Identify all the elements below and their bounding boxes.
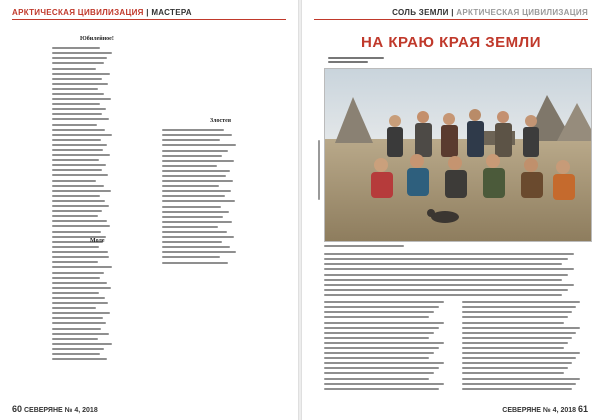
text-line <box>462 336 590 341</box>
left-header-section: АРКТИЧЕСКАЯ ЦИВИЛИЗАЦИЯ <box>12 8 144 17</box>
article-column-1 <box>324 300 452 392</box>
article-lead <box>324 252 590 298</box>
right-page <box>302 0 600 420</box>
text-line <box>324 382 452 387</box>
right-page-number: 61 <box>577 404 588 414</box>
left-running-header <box>12 8 192 17</box>
right-running-header <box>392 8 588 17</box>
poem-text-1 <box>52 46 152 255</box>
poem-title-1: Юбилейное! <box>80 36 114 42</box>
article-column-2 <box>462 300 590 392</box>
text-line <box>324 325 452 330</box>
left-header-rubric: МАСТЕРА <box>151 8 192 17</box>
text-line <box>52 357 152 362</box>
text-line <box>462 325 590 330</box>
right-header-section: СОЛЬ ЗЕМЛИ <box>392 8 449 17</box>
article-title: НА КРАЮ КРАЯ ЗЕМЛИ <box>361 34 541 51</box>
left-page <box>0 0 298 420</box>
text-line <box>462 376 590 381</box>
text-line <box>324 277 590 282</box>
left-footer <box>12 404 98 414</box>
right-header-rubric: АРКТИЧЕСКАЯ ЦИВИЛИЗАЦИЯ <box>456 8 588 17</box>
left-header-rule <box>12 19 286 20</box>
text-line <box>462 382 590 387</box>
poem-title-3: Моле <box>90 238 105 244</box>
text-line <box>162 260 272 265</box>
left-magazine-name: СЕВЕРЯНЕ № 4, 2018 <box>23 407 98 414</box>
article-byline <box>328 55 384 63</box>
article-photo <box>324 68 592 242</box>
photo-caption <box>324 243 406 248</box>
right-footer <box>502 404 588 414</box>
text-line <box>462 331 590 336</box>
tundra-group-photo <box>325 69 591 241</box>
text-line <box>462 387 590 392</box>
text-line <box>324 331 452 336</box>
poem-text-2 <box>162 128 272 266</box>
left-page-number: 60 <box>12 404 23 414</box>
poem-title-2: Злостея <box>210 118 231 124</box>
left-header-separator: | <box>146 8 149 17</box>
right-header-separator: | <box>451 8 454 17</box>
text-line <box>324 387 452 392</box>
photo-credit-vertical <box>316 140 322 220</box>
text-line <box>324 293 590 298</box>
text-line <box>324 288 590 293</box>
right-header-rule <box>314 19 588 20</box>
text-line <box>324 283 590 288</box>
poem-text-3 <box>52 250 152 362</box>
right-magazine-name: СЕВЕРЯНЕ № 4, 2018 <box>502 407 577 414</box>
